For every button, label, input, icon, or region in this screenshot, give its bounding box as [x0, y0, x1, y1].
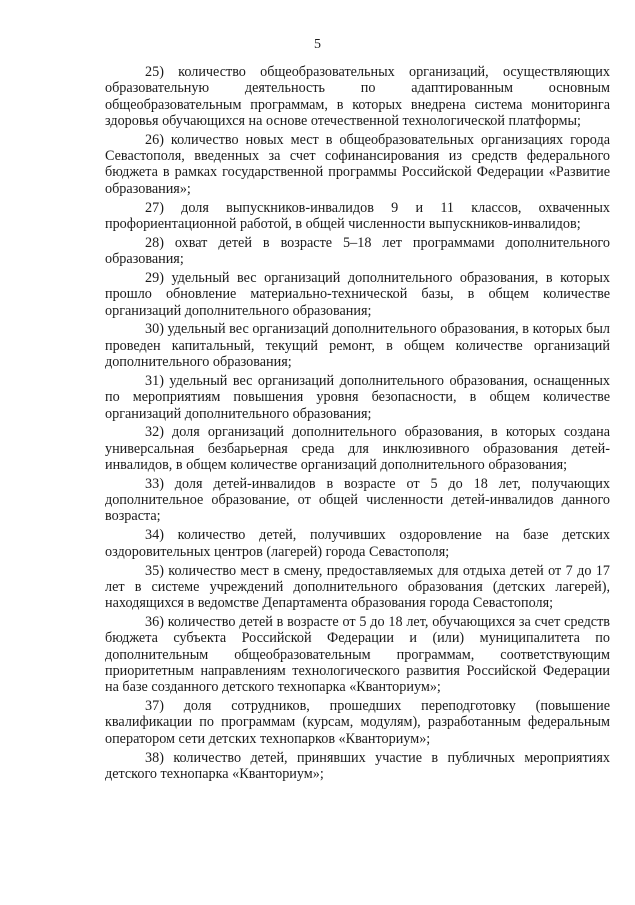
list-item-33: 33) доля детей-инвалидов в возрасте от 5 до 18 лет, получающих дополнительное образование, от общей численности детей-инвалидов данного возраста;: [105, 475, 610, 525]
list-item-35: 35) количество мест в смену, предоставляемых для отдыха детей от 7 до 17 лет в системе учреждений дополнительного образования (детских лагерей), находящихся в ведомстве Департамента образования города Севастополя;: [105, 562, 610, 612]
list-item-37: 37) доля сотрудников, прошедших переподготовку (повышение квалификации по программам (курсам, модулям), разработанным федеральным оператором сети детских технопарков «Кванториум»;: [105, 698, 610, 747]
list-item-30: 30) удельный вес организаций дополнительного образования, в которых был проведен капитальный, текущий ремонт, в общем количестве организаций дополнительного образования;: [105, 321, 610, 371]
list-item-31: 31) удельный вес организаций дополнительного образования, оснащенных по мероприятиям повышения уровня безопасности, в общем количестве организаций дополнительного образования;: [105, 372, 610, 422]
page-number: 5: [314, 37, 321, 52]
list-item-36: 36) количество детей в возрасте от 5 до 18 лет, обучающихся за счет средств бюджета субъекта Российской Федерации и (или) муниципалитета по дополнительным общеобразовательным программам, соответствующим приоритетным направлениям технологического развития Российской Федерации на базе созданного детского технопарка «Кванториум»;: [105, 614, 610, 696]
list-item-38: 38) количество детей, принявших участие в публичных мероприятиях детского технопарка «Кванториум»;: [105, 749, 610, 782]
list-item-26: 26) количество новых мест в общеобразовательных организациях города Севастополя, введенных за счет софинансирования из средств федерального бюджета в рамках государственной программы Российской Федерации «Развитие образования»;: [105, 131, 610, 197]
document-body: [105, 64, 610, 785]
list-item-29: 29) удельный вес организаций дополнительного образования, в которых прошло обновление материально-технической базы, в общем количестве организаций дополнительного образования;: [105, 269, 610, 319]
list-item-34: 34) количество детей, получивших оздоровление на базе детских оздоровительных центров (лагерей) города Севастополя;: [105, 527, 610, 560]
list-item-25: 25) количество общеобразовательных организаций, осуществляющих образовательную деятельность по адаптированным основным общеобразовательным программам, в которых внедрена система мониторинга здоровья обучающихся на основе отечественной технологической платформы;: [105, 64, 610, 129]
list-item-27: 27) доля выпускников-инвалидов 9 и 11 классов, охваченных профориентационной работой, в общей численности выпускников-инвалидов;: [105, 199, 610, 232]
list-item-32: 32) доля организаций дополнительного образования, в которых создана универсальная безбарьерная среда для инклюзивного образования детей-инвалидов, в общем количестве организаций дополнительного образования;: [105, 424, 610, 473]
list-item-28: 28) охват детей в возрасте 5–18 лет программами дополнительного образования;: [105, 234, 610, 268]
